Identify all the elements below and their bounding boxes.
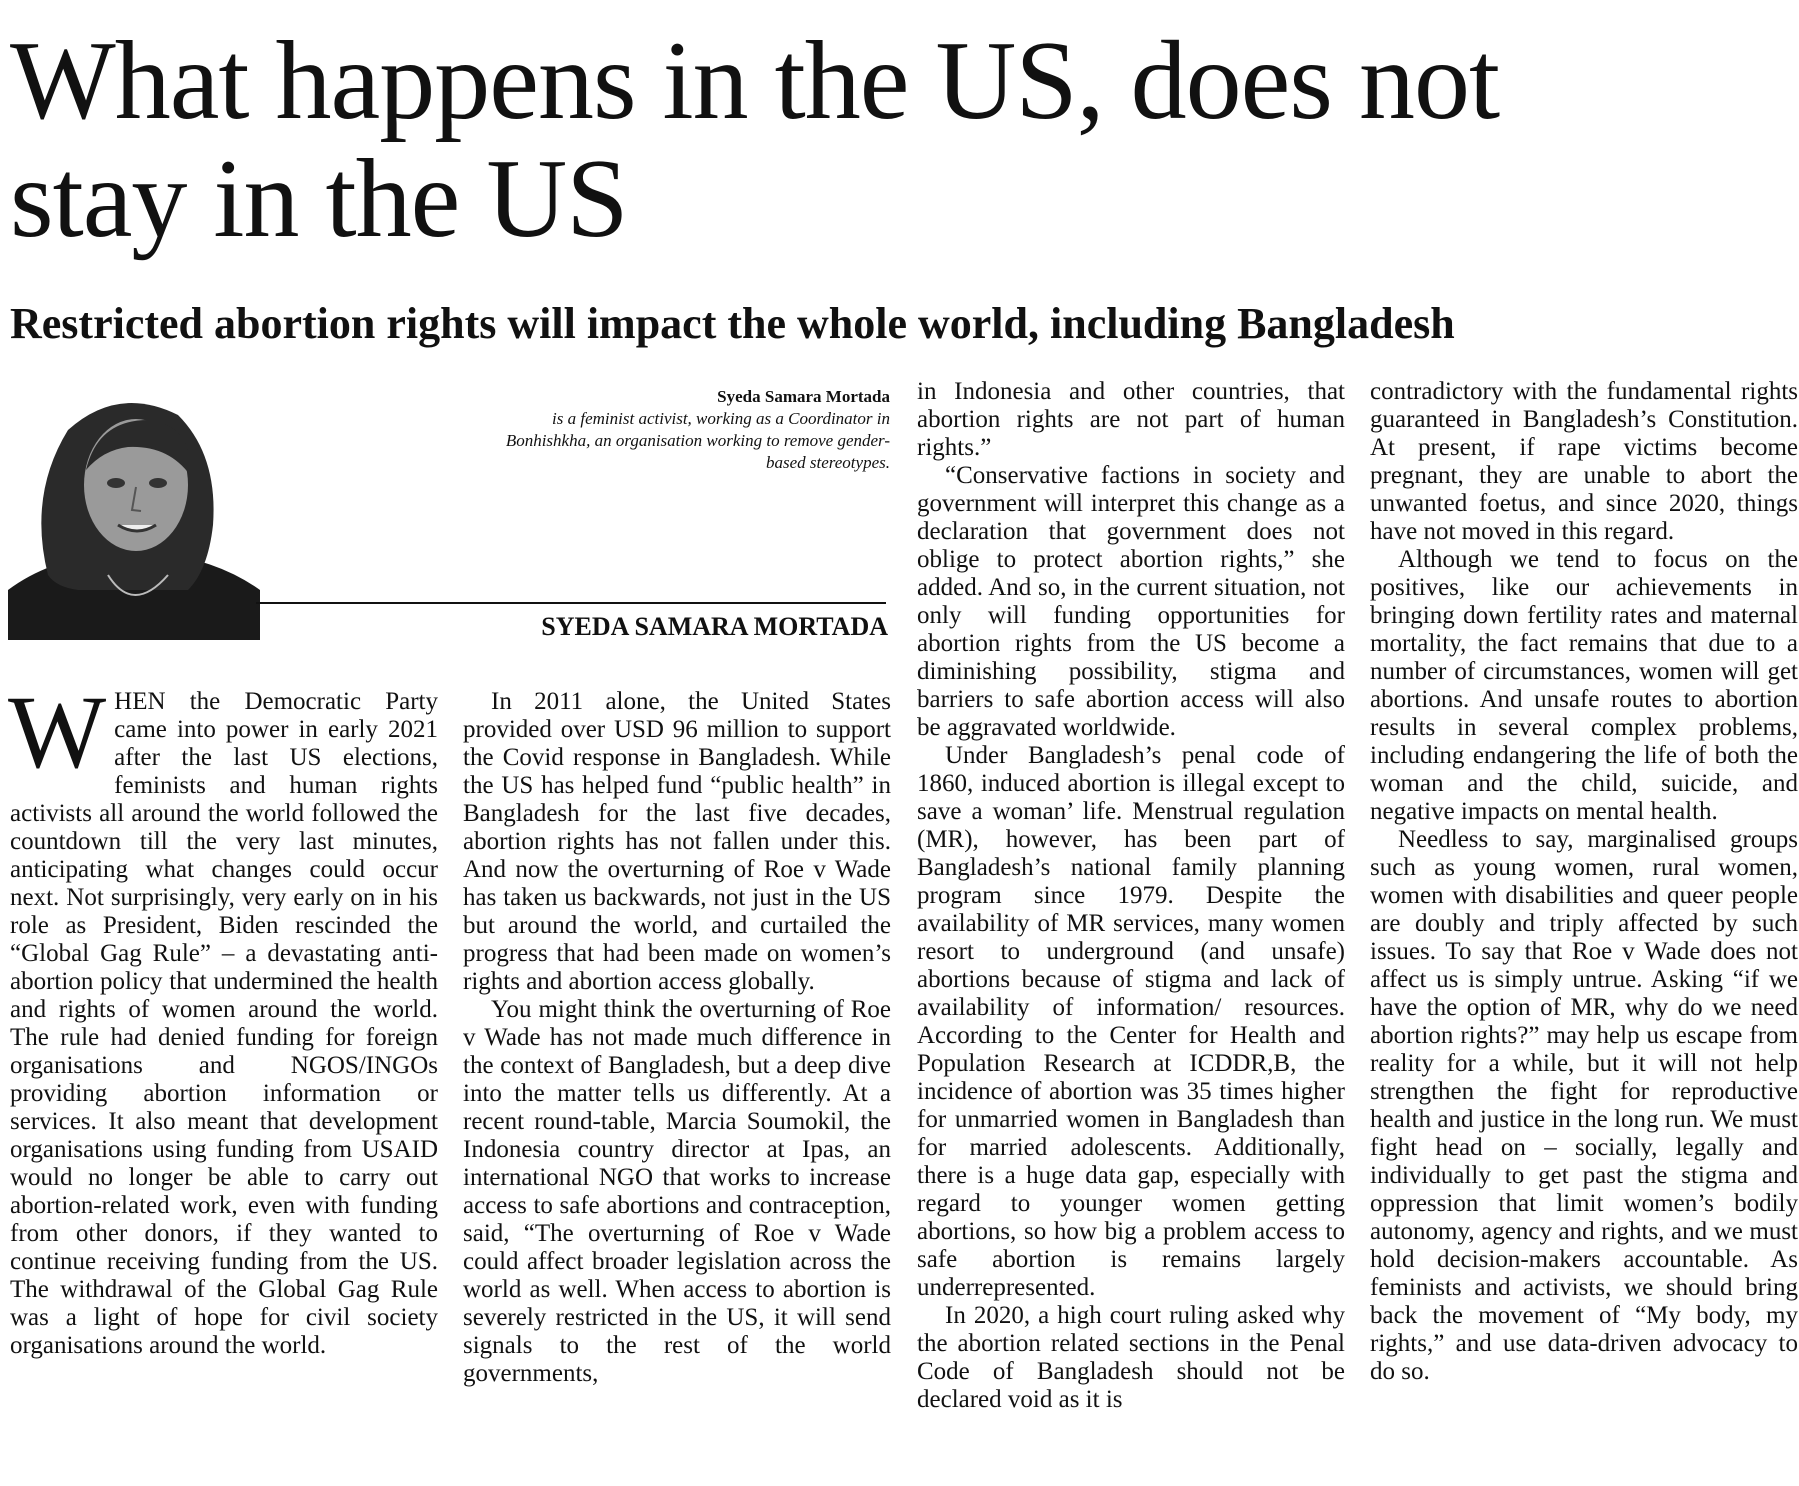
paragraph-5: Under Bangladesh’s penal code of 1860, induced abortion is illegal except to save a woman’ life. Menstrual regulation (MR), however, has been part of Bangladesh’s national family planning program since 1979. Despite the availability of MR services, many women resort to underground (and unsafe) abortions because of stigma and lack of availability of information/ resources. According to the Center for Health and Population Research at ICDDR,B, the incidence of abortion was 35 times higher for unmarried women in Bangladesh than for married adolescents. Additionally, there is a huge data gap, especially with regard to younger women getting abortions, so how big a problem access to safe abortion is remains largely underrepresented.: [917, 742, 1345, 1301]
paragraph-3: You might think the overturning of Roe v Wade has not made much difference in the context of Bangladesh, but a deep dive into the matter tells us differently. At a recent round-table, Marcia Soumokil, the Indonesia country director at Ipas, an international NGO that works to increase access to safe abortions and contraception, said, “The overturning of Roe v Wade could affect broader legislation across the world as well. When access to abortion is severely restricted in the US, it will send signals to the rest of the world governments,: [463, 996, 891, 1387]
paragraph-2: In 2011 alone, the United States provided over USD 96 million to support the Covid response in Bangladesh. While the US has helped fund “public health” in Bangladesh for the last five decades, abortion rights has not fallen under this. And now the overturning of Roe v Wade has taken us backwards, not just in the US but around the world, and curtailed the progress that had been made on women’s rights and abortion access globally.: [463, 688, 891, 995]
paragraph-8: Needless to say, marginalised groups such as young women, rural women, women with disabilities and queer people are doubly and triply affected by such issues. To say that Roe v Wade does not affect us is simply untrue. Asking “if we have the option of MR, why do we need abortion rights?” may help us escape from reality for a while, but it will not help strengthen the fight for reproductive health and justice in the long run. We must fight head on – socially, legally and individually to get past the stigma and oppression that limit women’s bodily autonomy, agency and rights, and we must hold decision-makers accountable. As feminists and activists, we should bring back the movement of “My body, my rights,” and use data-driven advocacy to do so.: [1370, 826, 1798, 1385]
paragraph-6-continued: contradictory with the fundamental rights guaranteed in Bangladesh’s Constitution. At present, if rape victims become pregnant, they are unable to abort the unwanted foetus, and since 2020, things have not moved in this regard.: [1370, 378, 1798, 545]
bio-description: is a feminist activist, working as a Coordinator in Bonhishkha, an organisation working to remove gender-based stereotypes.: [505, 409, 890, 472]
paragraph-1: [8, 675, 438, 1360]
paragraph-7: Although we tend to focus on the positives, like our achievements in bringing down fertility rates and maternal mortality, the fact remains that due to a number of circumstances, women will get abortions. And unsafe routes to abortion results in several complex problems, including endangering the life of both the woman and the child, suicide, and negative impacts on mental health.: [1370, 546, 1798, 825]
paragraph-4: “Conservative factions in society and government will interpret this change as a declaration that government does not oblige to protect abortion rights,” she added. And so, in the current situation, not only will funding opportunities for abortion rights from the US become a diminishing possibility, stigma and barriers to safe abortion access will also be aggravated worldwide.: [917, 462, 1345, 741]
byline-divider: [256, 602, 886, 604]
paragraph-6: In 2020, a high court ruling asked why the abortion related sections in the Penal Code of Bangladesh should not be declared void as it is: [917, 1302, 1345, 1413]
dropcap: W: [8, 675, 107, 790]
paragraph-1-text: HEN the Democratic Party came into power in early 2021 after the last US elections, feminists and human rights activists all around the world followed the countdown till the very last minutes, anticipating what changes could occur next. Not surprisingly, very early on in his role as President, Biden rescinded the “Global Gag Rule” – a devastating anti-abortion policy that undermined the health and rights of women around the world. The rule had denied funding for foreign organisations and NGOS/INGOs providing abortion information or services. It also meant that development organisations using funding from USAID would no longer be able to carry out abortion-related work, even with funding from other donors, if they wanted to continue receiving funding from the US. The withdrawal of the Global Gag Rule was a light of hope for civil society organisations around the world.: [10, 688, 438, 1359]
article-column-4: [1370, 378, 1798, 1386]
author-portrait-icon: [8, 375, 260, 640]
article-column-1: [8, 675, 438, 1360]
subheadline: Restricted abortion rights will impact the whole world, including Bangladesh: [10, 299, 1455, 348]
paragraph-3-continued: in Indonesia and other countries, that abortion rights are not part of human rights.”: [917, 378, 1345, 461]
bio-author-name: Syeda Samara Mortada: [717, 387, 890, 406]
author-bio: [500, 386, 890, 474]
article-column-2: [463, 688, 891, 1388]
headline: What happens in the US, does not stay in the US: [10, 19, 1500, 261]
article-column-3: [917, 378, 1345, 1414]
byline: SYEDA SAMARA MORTADA: [541, 612, 888, 641]
